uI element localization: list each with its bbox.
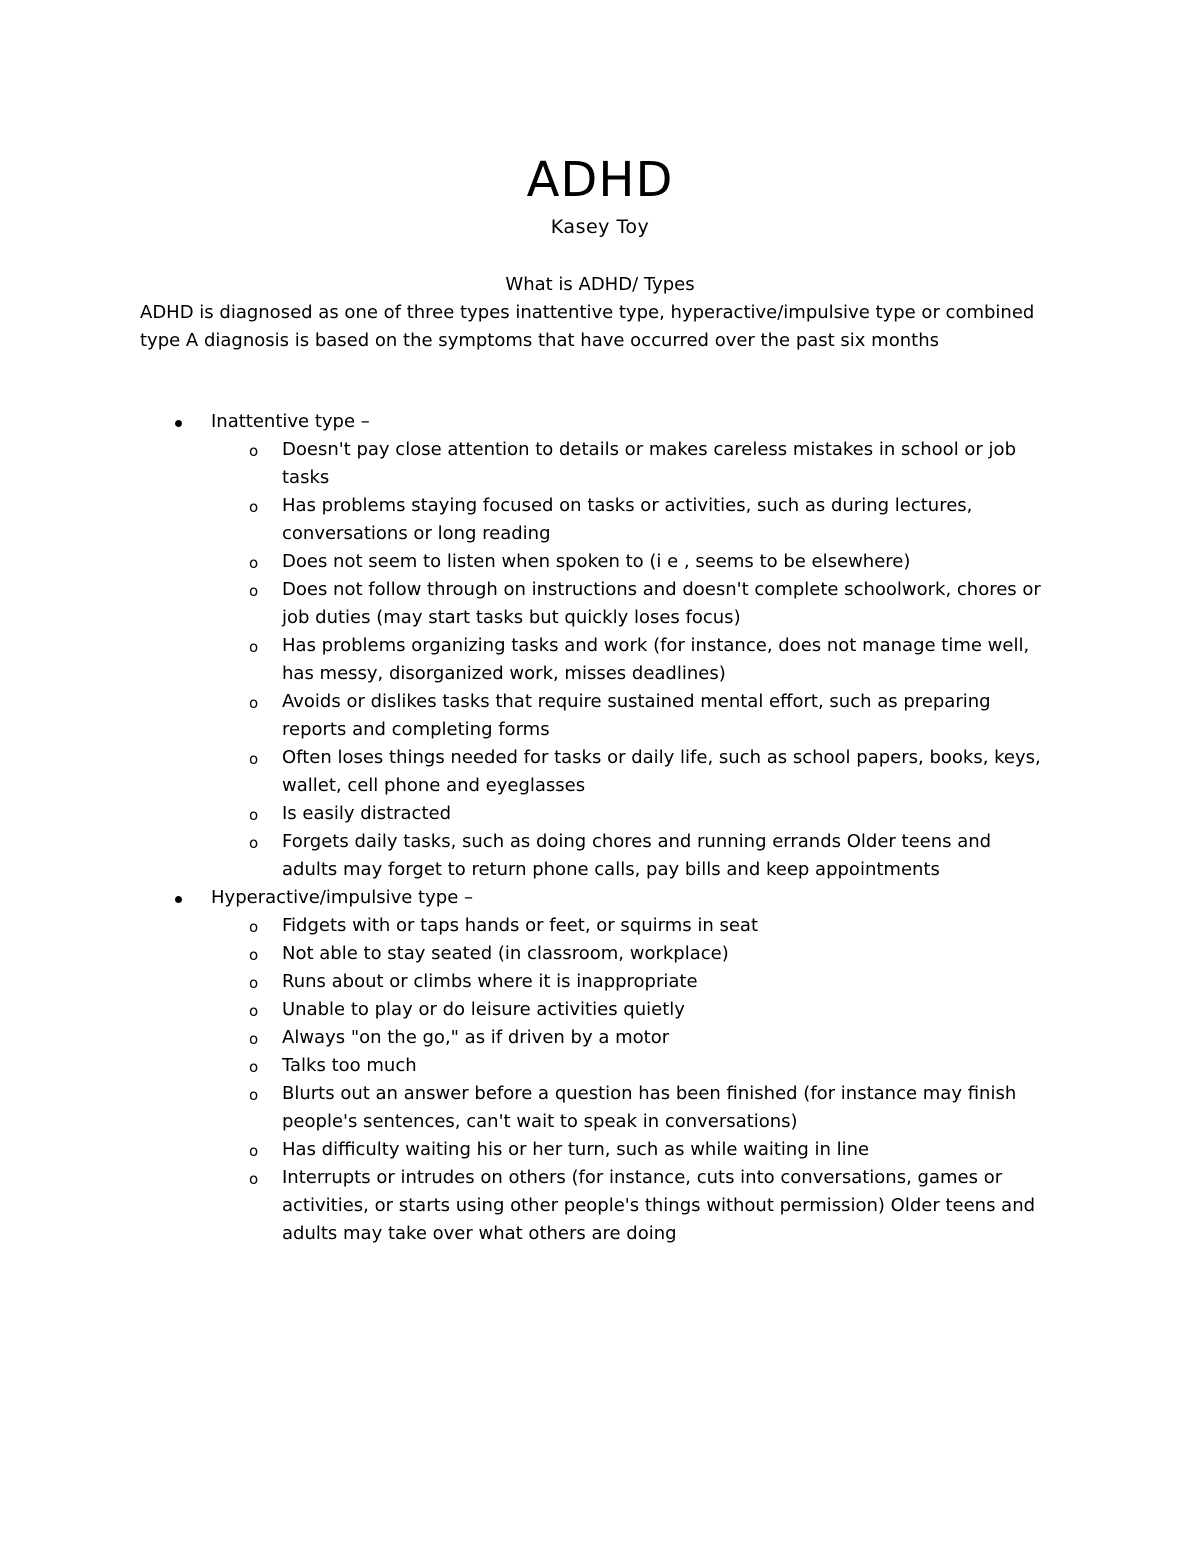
document-title: ADHD (526, 152, 674, 208)
symptom-text: Doesn't pay close attention to details or makes careless mistakes in school or job tasks (282, 439, 1016, 488)
symptom-item (211, 1080, 1052, 1136)
intro-paragraph: ADHD is diagnosed as one of three types inattentive type, hyperactive/impulsive type or combined type A diagnosis is based on the symptoms that have occurred over the past six months (140, 302, 1035, 351)
circle-bullet-icon: o (249, 582, 259, 600)
symptom-text: Often loses things needed for tasks or daily life, such as school papers, books, keys, wallet, cell phone and eyeglasses (282, 747, 1041, 796)
circle-bullet-icon: o (249, 638, 259, 656)
symptom-item (211, 800, 1052, 828)
symptom-item (211, 828, 1052, 884)
bullet-icon (175, 896, 182, 903)
circle-bullet-icon: o (249, 554, 259, 572)
section-heading: What is ADHD/ Types (505, 274, 695, 295)
symptom-item (211, 996, 1052, 1024)
type-inattentive (0, 408, 1200, 884)
symptom-item (211, 744, 1052, 800)
circle-bullet-icon: o (249, 806, 259, 824)
symptom-item (211, 576, 1052, 632)
circle-bullet-icon: o (249, 1142, 259, 1160)
symptom-text: Forgets daily tasks, such as doing chores and running errands Older teens and adults may forget to return phone calls, pay bills and keep appointments (282, 831, 992, 880)
symptom-text: Blurts out an answer before a question has been finished (for instance may finish people's sentences, can't wait to speak in conversations) (282, 1083, 1017, 1132)
symptom-text: Avoids or dislikes tasks that require sustained mental effort, such as preparing reports and completing forms (282, 691, 991, 740)
symptom-text: Interrupts or intrudes on others (for instance, cuts into conversations, games or activities, or starts using other people's things without permission) Older teens and adults may take over what others are doing (282, 1167, 1036, 1244)
circle-bullet-icon: o (249, 834, 259, 852)
symptom-text: Does not follow through on instructions and doesn't complete schoolwork, chores or job duties (may start tasks but quickly loses focus) (282, 579, 1041, 628)
symptom-text: Not able to stay seated (in classroom, workplace) (282, 943, 729, 964)
circle-bullet-icon: o (249, 918, 259, 936)
symptom-item (211, 912, 1052, 940)
circle-bullet-icon: o (249, 442, 259, 460)
symptom-list (211, 912, 1200, 1248)
symptom-text: Is easily distracted (282, 803, 452, 824)
bullet-icon (175, 420, 182, 427)
circle-bullet-icon: o (249, 750, 259, 768)
type-label: Hyperactive/impulsive type – (211, 887, 473, 908)
circle-bullet-icon: o (249, 1058, 259, 1076)
type-label: Inattentive type – (211, 411, 370, 432)
types-list (0, 408, 1200, 1248)
circle-bullet-icon: o (249, 946, 259, 964)
symptom-item (211, 1136, 1052, 1164)
symptom-item (211, 632, 1052, 688)
symptom-item (211, 940, 1052, 968)
symptom-item (211, 1052, 1052, 1080)
circle-bullet-icon: o (249, 974, 259, 992)
symptom-text: Fidgets with or taps hands or feet, or squirms in seat (282, 915, 759, 936)
symptom-item (211, 968, 1052, 996)
symptom-text: Runs about or climbs where it is inappropriate (282, 971, 698, 992)
symptom-text: Unable to play or do leisure activities quietly (282, 999, 685, 1020)
circle-bullet-icon: o (249, 1030, 259, 1048)
symptom-text: Talks too much (282, 1055, 417, 1076)
symptom-item (211, 436, 1052, 492)
symptom-item (211, 1024, 1052, 1052)
symptom-text: Has problems staying focused on tasks or activities, such as during lectures, conversations or long reading (282, 495, 973, 544)
author-name: Kasey Toy (550, 216, 650, 238)
symptom-item (211, 688, 1052, 744)
symptom-item (211, 1164, 1052, 1248)
symptom-text: Has problems organizing tasks and work (for instance, does not manage time well, has messy, disorganized work, misses deadlines) (282, 635, 1030, 684)
symptom-item (211, 492, 1052, 548)
symptom-text: Has difficulty waiting his or her turn, such as while waiting in line (282, 1139, 870, 1160)
type-hyperactive-impulsive (0, 884, 1200, 1248)
circle-bullet-icon: o (249, 498, 259, 516)
circle-bullet-icon: o (249, 1086, 259, 1104)
circle-bullet-icon: o (249, 694, 259, 712)
symptom-list (211, 436, 1200, 884)
symptom-text: Does not seem to listen when spoken to (i e , seems to be elsewhere) (282, 551, 911, 572)
symptom-item (211, 548, 1052, 576)
symptom-text: Always "on the go," as if driven by a motor (282, 1027, 670, 1048)
circle-bullet-icon: o (249, 1002, 259, 1020)
circle-bullet-icon: o (249, 1170, 259, 1188)
